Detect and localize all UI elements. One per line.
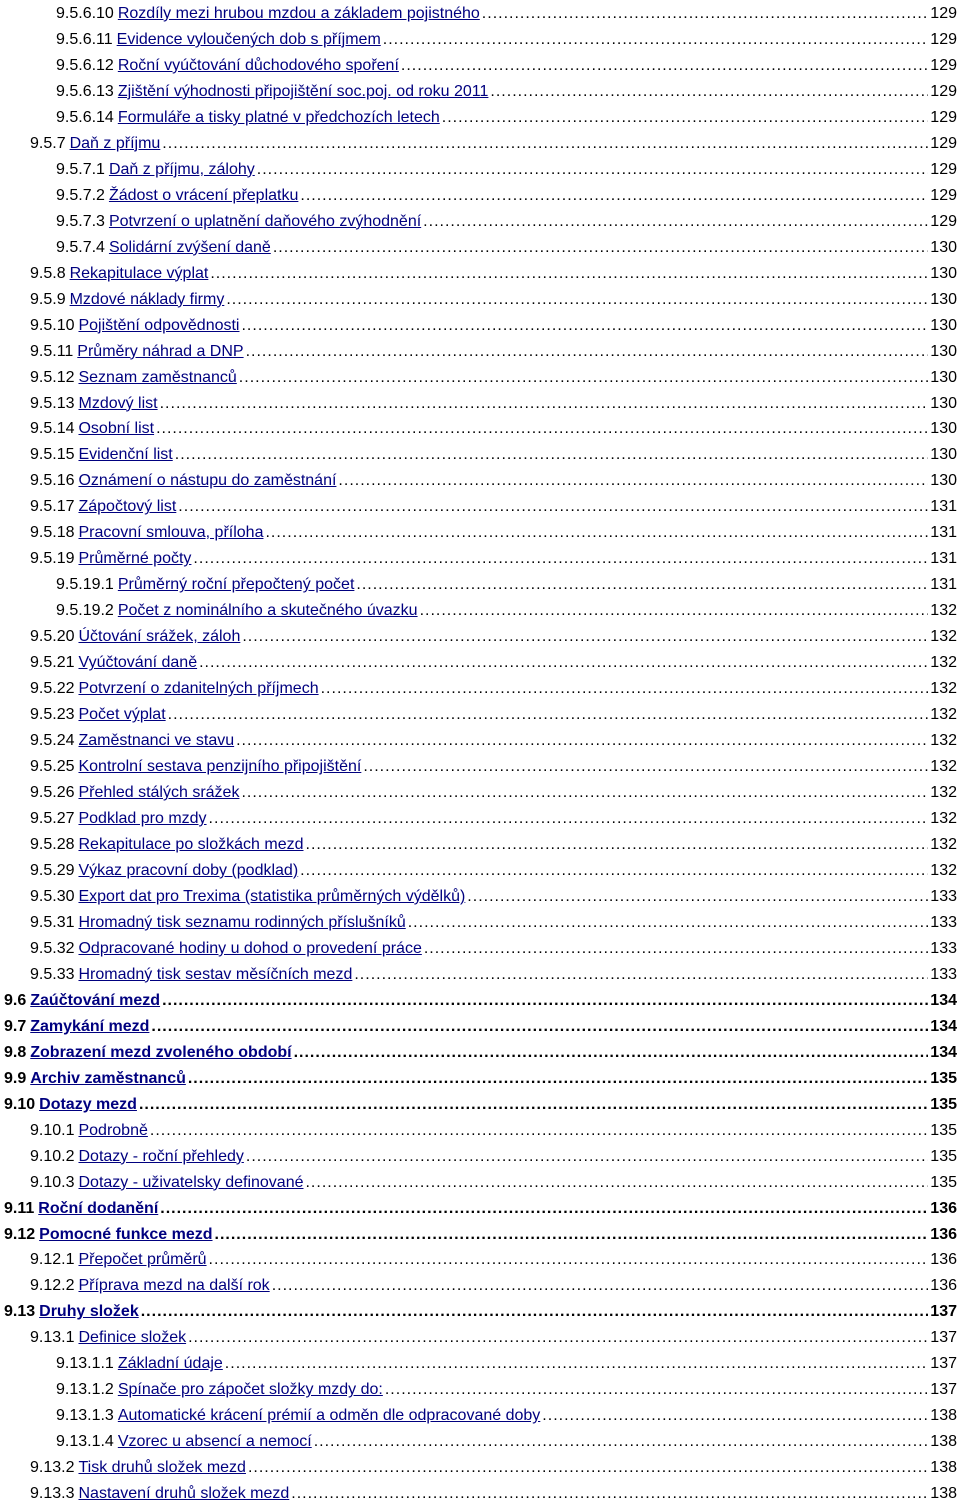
toc-entry-page-number: 134 <box>930 1043 957 1061</box>
toc-entry-link[interactable]: Výkaz pracovní doby (podklad) <box>78 861 299 879</box>
toc-entry-number: 9.5.32 <box>30 939 75 957</box>
toc-entry[interactable] <box>0 339 960 365</box>
toc-entry-number: 9.5.7.2 <box>56 186 105 204</box>
toc-entry-page-number: 132 <box>930 602 957 620</box>
dot-leader <box>239 369 929 387</box>
toc-entry-number: 9.5.28 <box>30 835 75 853</box>
toc-entry-page-number: 135 <box>930 1173 957 1191</box>
toc-entry-link[interactable]: Kontrolní sestava penzijního připojištění <box>78 758 362 776</box>
toc-entry-page-number: 135 <box>930 1069 957 1087</box>
toc-entry-page-number: 132 <box>930 732 957 750</box>
toc-entry-link[interactable]: Žádost o vrácení přeplatku <box>108 186 299 204</box>
dot-leader <box>225 1355 929 1373</box>
toc-entry-number: 9.5.7.1 <box>56 160 105 178</box>
dot-leader <box>383 31 929 49</box>
toc-entry-link[interactable]: Formuláře a tisky platné v předchozích letech <box>117 108 440 126</box>
table-of-contents <box>0 1 960 1507</box>
toc-entry-page-number: 132 <box>930 835 957 853</box>
dot-leader <box>188 1070 928 1088</box>
toc-entry-number: 9.12 <box>4 1225 36 1243</box>
toc-entry-number: 9.5.18 <box>30 524 75 542</box>
toc-entry[interactable] <box>0 1455 960 1481</box>
toc-entry-page-number: 138 <box>930 1485 957 1503</box>
toc-entry[interactable] <box>0 365 960 391</box>
toc-entry[interactable] <box>0 494 960 520</box>
toc-entry-page-number: 132 <box>930 784 957 802</box>
toc-entry[interactable] <box>0 962 960 988</box>
dot-leader <box>168 706 929 724</box>
toc-entry-number: 9.9 <box>4 1069 27 1087</box>
toc-entry[interactable] <box>0 1351 960 1377</box>
toc-entry-page-number: 130 <box>930 394 957 412</box>
toc-entry-number: 9.5.24 <box>30 732 75 750</box>
toc-entry-link[interactable]: Účtování srážek, záloh <box>78 628 241 646</box>
toc-entry[interactable] <box>0 313 960 339</box>
toc-entry-number: 9.5.29 <box>30 861 75 879</box>
toc-entry-page-number: 129 <box>930 134 957 152</box>
toc-entry-page-number: 131 <box>930 498 957 516</box>
toc-entry-link[interactable]: Pracovní smlouva, příloha <box>78 524 264 542</box>
toc-entry-link[interactable]: Přehled stálých srážek <box>78 784 240 802</box>
dot-leader <box>162 992 928 1010</box>
toc-entry[interactable] <box>0 1170 960 1196</box>
dot-leader <box>193 550 928 568</box>
toc-entry-page-number: 132 <box>930 758 957 776</box>
toc-entry[interactable] <box>0 442 960 468</box>
dot-leader <box>356 576 928 594</box>
toc-entry-link[interactable]: Rekapitulace po složkách mezd <box>78 835 304 853</box>
dot-leader <box>248 1459 928 1477</box>
toc-entry-page-number: 130 <box>930 446 957 464</box>
toc-entry[interactable] <box>0 468 960 494</box>
toc-entry-number: 9.5.22 <box>30 680 75 698</box>
toc-entry[interactable] <box>0 183 960 209</box>
toc-entry-page-number: 136 <box>930 1225 957 1243</box>
dot-leader <box>423 213 928 231</box>
toc-entry[interactable] <box>0 1273 960 1299</box>
toc-entry[interactable] <box>0 27 960 53</box>
toc-entry-link[interactable]: Dotazy mezd <box>39 1095 137 1113</box>
dot-leader <box>160 1200 928 1218</box>
toc-entry-link[interactable]: Daň z příjmu, zálohy <box>108 160 255 178</box>
toc-entry-number: 9.5.16 <box>30 472 75 490</box>
toc-entry-number: 9.5.8 <box>30 264 66 282</box>
toc-entry-number: 9.5.7.4 <box>56 238 105 256</box>
toc-entry-page-number: 130 <box>930 290 957 308</box>
toc-entry[interactable] <box>0 1144 960 1170</box>
dot-leader <box>162 135 928 153</box>
toc-entry-number: 9.6 <box>4 991 27 1009</box>
toc-entry-number: 9.5.15 <box>30 446 75 464</box>
toc-entry[interactable] <box>0 1403 960 1429</box>
toc-entry-link[interactable]: Osobní list <box>78 420 155 438</box>
toc-entry[interactable] <box>0 157 960 183</box>
toc-entry-link[interactable]: Vzorec u absencí a nemocí <box>117 1433 312 1451</box>
toc-entry[interactable] <box>0 702 960 728</box>
toc-entry[interactable] <box>0 1222 960 1248</box>
toc-entry[interactable] <box>0 1 960 27</box>
dot-leader <box>210 265 928 283</box>
toc-entry-number: 9.5.21 <box>30 654 75 672</box>
toc-entry[interactable] <box>0 1092 960 1118</box>
dot-leader <box>442 109 929 127</box>
toc-entry-number: 9.5.7 <box>30 134 66 152</box>
dot-leader <box>246 1148 928 1166</box>
dot-leader <box>408 914 929 932</box>
toc-entry-number: 9.5.6.13 <box>56 82 114 100</box>
toc-entry-number: 9.13 <box>4 1303 36 1321</box>
toc-entry-link[interactable]: Spínače pro zápočet složky mzdy do: <box>117 1381 383 1399</box>
toc-entry[interactable] <box>0 910 960 936</box>
dot-leader <box>241 317 928 335</box>
toc-entry[interactable] <box>0 1325 960 1351</box>
dot-leader <box>401 57 928 75</box>
toc-entry[interactable] <box>0 417 960 443</box>
toc-entry-link[interactable]: Průměrné počty <box>78 550 192 568</box>
toc-entry[interactable] <box>0 858 960 884</box>
toc-entry-link[interactable]: Pomocné funkce mezd <box>39 1225 213 1243</box>
toc-entry-link[interactable]: Daň z příjmu <box>69 134 161 152</box>
toc-entry-number: 9.5.14 <box>30 420 75 438</box>
toc-entry-number: 9.5.31 <box>30 913 75 931</box>
toc-entry-page-number: 131 <box>930 524 957 542</box>
toc-entry-link[interactable]: Hromadný tisk sestav měsíčních mezd <box>78 965 353 983</box>
dot-leader <box>321 680 929 698</box>
toc-entry-number: 9.5.27 <box>30 810 75 828</box>
toc-entry-number: 9.5.20 <box>30 628 75 646</box>
dot-leader <box>338 472 928 490</box>
toc-entry-link[interactable]: Mzdový list <box>78 394 158 412</box>
toc-entry[interactable] <box>0 1196 960 1222</box>
toc-entry-number: 9.12.1 <box>30 1251 75 1269</box>
toc-entry-page-number: 138 <box>930 1407 957 1425</box>
dot-leader <box>265 524 928 542</box>
dot-leader <box>242 628 928 646</box>
toc-entry-number: 9.5.10 <box>30 316 75 334</box>
dot-leader <box>209 1251 929 1269</box>
toc-entry[interactable] <box>0 1299 960 1325</box>
toc-entry-link[interactable]: Zobrazení mezd zvoleného období <box>30 1043 292 1061</box>
dot-leader <box>294 1044 929 1062</box>
toc-entry[interactable] <box>0 1429 960 1455</box>
dot-leader <box>467 888 928 906</box>
dot-leader <box>175 446 929 464</box>
dot-leader <box>291 1485 928 1503</box>
toc-entry-link[interactable]: Zaúčtování mezd <box>30 991 161 1009</box>
toc-entry-link[interactable]: Definice složek <box>78 1329 187 1347</box>
toc-entry-page-number: 133 <box>930 887 957 905</box>
dot-leader <box>188 1329 928 1347</box>
toc-entry-number: 9.5.19 <box>30 550 75 568</box>
toc-entry[interactable] <box>0 287 960 313</box>
toc-entry-link[interactable]: Příprava mezd na další rok <box>78 1277 270 1295</box>
toc-entry-number: 9.5.19.1 <box>56 576 114 594</box>
toc-entry-page-number: 137 <box>930 1329 957 1347</box>
toc-entry-page-number: 135 <box>930 1121 957 1139</box>
toc-entry-number: 9.5.11 <box>30 342 74 360</box>
toc-entry-link[interactable]: Nastavení druhů složek mezd <box>78 1485 290 1503</box>
toc-entry-page-number: 132 <box>930 628 957 646</box>
toc-entry-page-number: 135 <box>930 1095 957 1113</box>
toc-entry[interactable] <box>0 780 960 806</box>
toc-entry-link[interactable]: Mzdové náklady firmy <box>69 290 225 308</box>
toc-entry[interactable] <box>0 235 960 261</box>
toc-entry-number: 9.5.13 <box>30 394 75 412</box>
toc-entry-number: 9.13.3 <box>30 1485 75 1503</box>
dot-leader <box>363 758 928 776</box>
dot-leader <box>300 862 928 880</box>
toc-entry-page-number: 130 <box>930 472 957 490</box>
toc-entry-link[interactable]: Roční vyúčtování důchodového spoření <box>117 56 399 74</box>
toc-entry-number: 9.5.6.14 <box>56 108 114 126</box>
toc-entry-page-number: 129 <box>930 212 957 230</box>
toc-entry-page-number: 134 <box>930 1017 957 1035</box>
toc-entry-page-number: 130 <box>930 238 957 256</box>
toc-entry-page-number: 129 <box>930 82 957 100</box>
toc-entry-page-number: 131 <box>930 550 957 568</box>
toc-entry-number: 9.13.2 <box>30 1459 75 1477</box>
toc-entry-link[interactable]: Rozdíly mezi hrubou mzdou a základem pojistného <box>117 4 480 22</box>
toc-entry-number: 9.13.1.3 <box>56 1407 114 1425</box>
toc-entry-link[interactable]: Potvrzení o uplatnění daňového zvýhodnění <box>108 212 422 230</box>
toc-entry-link[interactable]: Evidenční list <box>78 446 173 464</box>
toc-entry-link[interactable]: Druhy složek <box>39 1303 139 1321</box>
toc-entry-number: 9.5.25 <box>30 758 75 776</box>
dot-leader <box>482 5 929 23</box>
toc-entry-link[interactable]: Evidence vyloučených dob s příjmem <box>116 30 381 48</box>
toc-entry[interactable] <box>0 988 960 1014</box>
dot-leader <box>241 784 928 802</box>
dot-leader <box>305 1174 928 1192</box>
dot-leader <box>420 602 929 620</box>
toc-entry-number: 9.5.17 <box>30 498 75 516</box>
toc-entry[interactable] <box>0 1014 960 1040</box>
toc-entry-number: 9.5.9 <box>30 290 66 308</box>
toc-entry-page-number: 136 <box>930 1251 957 1269</box>
toc-entry-page-number: 137 <box>930 1355 957 1373</box>
toc-entry-number: 9.7 <box>4 1017 27 1035</box>
toc-entry-link[interactable]: Seznam zaměstnanců <box>78 368 237 386</box>
toc-entry-link[interactable]: Podrobně <box>78 1121 148 1139</box>
dot-leader <box>306 836 929 854</box>
toc-entry-page-number: 129 <box>930 30 957 48</box>
toc-entry-page-number: 137 <box>930 1303 957 1321</box>
toc-entry-link[interactable]: Odpracované hodiny u dohod o provedení práce <box>78 939 422 957</box>
toc-entry[interactable] <box>0 105 960 131</box>
toc-entry-link[interactable]: Vyúčtování daně <box>78 654 198 672</box>
toc-entry-number: 9.10.3 <box>30 1173 75 1191</box>
dot-leader <box>257 161 929 179</box>
toc-entry-number: 9.8 <box>4 1043 27 1061</box>
toc-entry[interactable] <box>0 832 960 858</box>
toc-entry[interactable] <box>0 754 960 780</box>
toc-entry-page-number: 130 <box>930 368 957 386</box>
toc-entry-link[interactable]: Zamykání mezd <box>30 1017 150 1035</box>
toc-entry-page-number: 133 <box>930 913 957 931</box>
toc-entry-link[interactable]: Přepočet průměrů <box>78 1251 207 1269</box>
dot-leader <box>226 291 928 309</box>
toc-entry-number: 9.5.12 <box>30 368 75 386</box>
toc-entry[interactable] <box>0 598 960 624</box>
dot-leader <box>424 940 928 958</box>
toc-entry-number: 9.5.33 <box>30 965 75 983</box>
toc-entry-number: 9.5.6.12 <box>56 56 114 74</box>
toc-entry-number: 9.13.1.4 <box>56 1433 114 1451</box>
dot-leader <box>542 1407 928 1425</box>
toc-entry-page-number: 132 <box>930 654 957 672</box>
toc-entry-page-number: 130 <box>930 316 957 334</box>
toc-entry-page-number: 132 <box>930 706 957 724</box>
dot-leader <box>490 83 928 101</box>
toc-entry-page-number: 132 <box>930 810 957 828</box>
toc-entry-number: 9.5.6.11 <box>56 30 113 48</box>
toc-entry[interactable] <box>0 884 960 910</box>
toc-entry[interactable] <box>0 261 960 287</box>
dot-leader <box>156 420 928 438</box>
dot-leader <box>209 810 929 828</box>
toc-entry[interactable] <box>0 650 960 676</box>
toc-entry[interactable] <box>0 572 960 598</box>
toc-entry-page-number: 137 <box>930 1381 957 1399</box>
toc-entry-link[interactable]: Oznámení o nástupu do zaměstnání <box>78 472 337 490</box>
toc-entry-link[interactable]: Rekapitulace výplat <box>69 264 209 282</box>
dot-leader <box>314 1433 929 1451</box>
dot-leader <box>273 239 928 257</box>
toc-entry-page-number: 129 <box>930 186 957 204</box>
toc-entry-link[interactable]: Tisk druhů složek mezd <box>78 1459 246 1477</box>
dot-leader <box>236 732 928 750</box>
toc-entry-number: 9.10.1 <box>30 1121 75 1139</box>
toc-entry-link[interactable]: Zaměstnanci ve stavu <box>78 732 235 750</box>
toc-entry[interactable] <box>0 53 960 79</box>
toc-entry-link[interactable]: Automatické krácení prémií a odměn dle odpracované doby <box>117 1407 541 1425</box>
toc-entry-page-number: 129 <box>930 108 957 126</box>
toc-entry[interactable] <box>0 728 960 754</box>
toc-entry[interactable] <box>0 391 960 417</box>
toc-entry-link[interactable]: Potvrzení o zdanitelných příjmech <box>78 680 319 698</box>
toc-entry[interactable] <box>0 79 960 105</box>
toc-entry-link[interactable]: Průměry náhrad a DNP <box>77 342 244 360</box>
toc-entry[interactable] <box>0 1248 960 1274</box>
toc-entry[interactable] <box>0 131 960 157</box>
toc-entry-link[interactable]: Export dat pro Trexima (statistika průměrných výdělků) <box>78 887 466 905</box>
toc-entry-number: 9.5.26 <box>30 784 75 802</box>
toc-entry-link[interactable]: Základní údaje <box>117 1355 223 1373</box>
toc-entry[interactable] <box>0 676 960 702</box>
toc-entry-link[interactable]: Roční dodanění <box>38 1199 159 1217</box>
toc-entry-number: 9.5.19.2 <box>56 602 114 620</box>
toc-entry-number: 9.10 <box>4 1095 36 1113</box>
toc-entry-page-number: 130 <box>930 342 957 360</box>
toc-entry-page-number: 133 <box>930 939 957 957</box>
toc-entry-number: 9.5.6.10 <box>56 4 114 22</box>
toc-entry-link[interactable]: Průměrný roční přepočtený počet <box>117 576 355 594</box>
dot-leader <box>272 1277 929 1295</box>
dot-leader <box>215 1226 929 1244</box>
dot-leader <box>199 654 928 672</box>
toc-entry-number: 9.13.1 <box>30 1329 75 1347</box>
dot-leader <box>385 1381 928 1399</box>
toc-entry[interactable] <box>0 806 960 832</box>
toc-entry-page-number: 138 <box>930 1433 957 1451</box>
toc-entry-page-number: 129 <box>930 56 957 74</box>
toc-entry[interactable] <box>0 936 960 962</box>
toc-entry-page-number: 136 <box>930 1199 957 1217</box>
toc-entry-page-number: 129 <box>930 4 957 22</box>
toc-entry-number: 9.5.23 <box>30 706 75 724</box>
toc-entry-link[interactable]: Dotazy - uživatelsky definované <box>78 1173 304 1191</box>
toc-entry-page-number: 134 <box>930 991 957 1009</box>
toc-entry[interactable] <box>0 624 960 650</box>
toc-entry-link[interactable]: Počet výplat <box>78 706 166 724</box>
toc-entry[interactable] <box>0 1118 960 1144</box>
toc-entry[interactable] <box>0 209 960 235</box>
toc-entry-number: 9.10.2 <box>30 1147 75 1165</box>
toc-entry-page-number: 131 <box>930 576 957 594</box>
toc-entry-link[interactable]: Podklad pro mzdy <box>78 810 207 828</box>
toc-entry-link[interactable]: Dotazy - roční přehledy <box>78 1147 244 1165</box>
toc-entry[interactable] <box>0 1377 960 1403</box>
toc-entry[interactable] <box>0 520 960 546</box>
toc-entry[interactable] <box>0 1040 960 1066</box>
dot-leader <box>246 343 929 361</box>
toc-entry-link[interactable]: Solidární zvýšení daně <box>108 238 271 256</box>
toc-entry[interactable] <box>0 1066 960 1092</box>
toc-entry-page-number: 129 <box>930 160 957 178</box>
toc-entry-link[interactable]: Zjištění výhodnosti připojištění soc.poj. od roku 2011 <box>117 82 489 100</box>
toc-entry-number: 9.13.1.1 <box>56 1355 114 1373</box>
toc-entry-page-number: 135 <box>930 1147 957 1165</box>
toc-entry-page-number: 136 <box>930 1277 957 1295</box>
toc-entry[interactable] <box>0 546 960 572</box>
toc-entry-page-number: 132 <box>930 861 957 879</box>
toc-entry-number: 9.11 <box>4 1199 35 1217</box>
toc-entry-page-number: 133 <box>930 965 957 983</box>
toc-entry-page-number: 130 <box>930 264 957 282</box>
toc-entry-link[interactable]: Zápočtový list <box>78 498 177 516</box>
toc-entry-number: 9.5.7.3 <box>56 212 105 230</box>
toc-entry-link[interactable]: Počet z nominálního a skutečného úvazku <box>117 602 418 620</box>
toc-entry-page-number: 132 <box>930 680 957 698</box>
toc-entry-page-number: 138 <box>930 1459 957 1477</box>
dot-leader <box>160 395 929 413</box>
dot-leader <box>150 1122 928 1140</box>
toc-entry-number: 9.13.1.2 <box>56 1381 114 1399</box>
toc-entry[interactable] <box>0 1481 960 1507</box>
dot-leader <box>300 187 928 205</box>
toc-entry-link[interactable]: Hromadný tisk seznamu rodinných příslušníků <box>78 913 406 931</box>
dot-leader <box>139 1096 928 1114</box>
toc-entry-link[interactable]: Archiv zaměstnanců <box>30 1069 186 1087</box>
dot-leader <box>151 1018 928 1036</box>
toc-entry-link[interactable]: Pojištění odpovědnosti <box>78 316 240 334</box>
dot-leader <box>178 498 928 516</box>
toc-entry-page-number: 130 <box>930 420 957 438</box>
dot-leader <box>354 966 928 984</box>
dot-leader <box>141 1303 929 1321</box>
toc-entry-number: 9.12.2 <box>30 1277 75 1295</box>
toc-entry-number: 9.5.30 <box>30 887 75 905</box>
